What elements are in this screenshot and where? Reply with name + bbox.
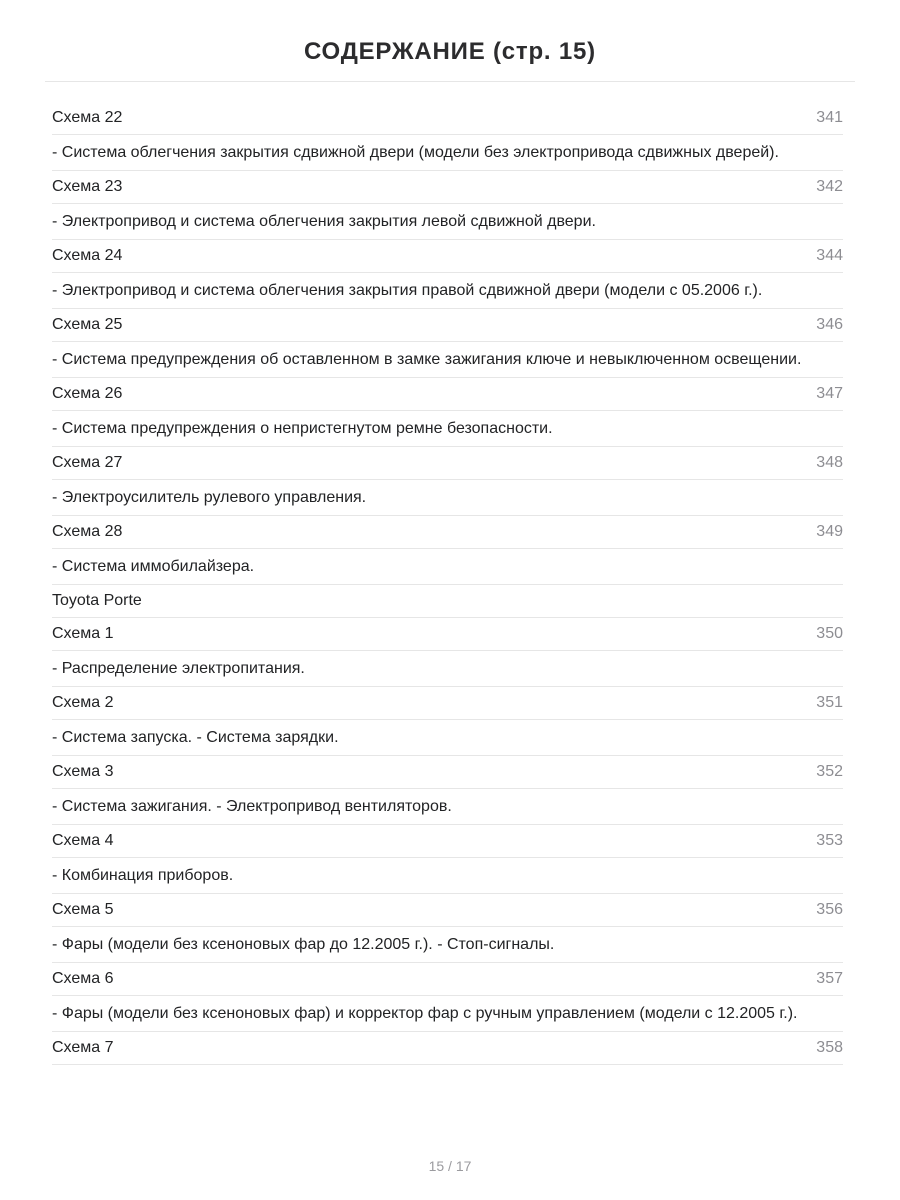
toc-entry-row	[52, 447, 843, 480]
toc-entry-label: Схема 5	[52, 901, 114, 918]
toc-entry-label: Схема 1	[52, 625, 114, 642]
toc-entry-page: 346	[816, 316, 843, 333]
page-title: СОДЕРЖАНИЕ (стр. 15)	[304, 38, 596, 65]
toc-entry-page: 358	[816, 1039, 843, 1056]
toc-entry-page: 357	[816, 970, 843, 987]
toc-entry-description: - Распределение электропитания.	[52, 651, 843, 687]
toc-entry-description: - Система запуска. - Система зарядки.	[52, 720, 843, 756]
toc-entry-description: - Система иммобилайзера.	[52, 549, 843, 585]
toc-entry-label: Схема 27	[52, 454, 123, 471]
toc-entry-page: 351	[816, 694, 843, 711]
toc-entry-description: - Система предупреждения о непристегнутом ремне безопасности.	[52, 411, 843, 447]
title-divider	[45, 81, 855, 82]
toc-entry-label: Toyota Porte	[52, 592, 142, 609]
toc-entry-row	[52, 894, 843, 927]
toc-entry-row	[52, 585, 843, 618]
toc-entry-row	[52, 378, 843, 411]
toc-entry-label: Схема 24	[52, 247, 123, 264]
toc-entry-row	[52, 171, 843, 204]
toc-entry-label: Схема 23	[52, 178, 123, 195]
toc-entry-row	[52, 756, 843, 789]
toc-entry-label: Схема 7	[52, 1039, 114, 1056]
toc-entry-description: - Комбинация приборов.	[52, 858, 843, 894]
toc-entry-label: Схема 4	[52, 832, 114, 849]
toc-entry-page: 350	[816, 625, 843, 642]
toc-entry-description: - Система облегчения закрытия сдвижной двери (модели без электропривода сдвижных дверей).	[52, 135, 843, 171]
toc-entry-label: Схема 22	[52, 109, 123, 126]
toc-entry-label: Схема 2	[52, 694, 114, 711]
toc-entry-page: 352	[816, 763, 843, 780]
toc-entry-page: 356	[816, 901, 843, 918]
toc-entry-description: - Электропривод и система облегчения закрытия левой сдвижной двери.	[52, 204, 843, 240]
toc-entry-label: Схема 26	[52, 385, 123, 402]
toc-entry-label: Схема 25	[52, 316, 123, 333]
toc-entry-label: Схема 28	[52, 523, 123, 540]
toc-entry-description: - Система зажигания. - Электропривод вентиляторов.	[52, 789, 843, 825]
toc-entry-page: 347	[816, 385, 843, 402]
toc-entry-row	[52, 309, 843, 342]
toc-entry-row	[52, 102, 843, 135]
toc-entry-row	[52, 1032, 843, 1065]
toc-entry-page: 353	[816, 832, 843, 849]
toc-entry-description: - Электропривод и система облегчения закрытия правой сдвижной двери (модели с 05.2006 г.).	[52, 273, 843, 309]
toc-entry-row	[52, 963, 843, 996]
toc-entry-description: - Система предупреждения об оставленном в замке зажигания ключе и невыключенном освещении.	[52, 342, 843, 378]
toc-entry-label: Схема 3	[52, 763, 114, 780]
toc-entry-row	[52, 240, 843, 273]
toc-entry-page: 344	[816, 247, 843, 264]
toc-entry-description: - Электроусилитель рулевого управления.	[52, 480, 843, 516]
toc-entry-page: 349	[816, 523, 843, 540]
toc-list	[52, 102, 843, 1065]
toc-entry-description: - Фары (модели без ксеноновых фар) и корректор фар с ручным управлением (модели с 12.2005 г.).	[52, 996, 843, 1032]
toc-entry-label: Схема 6	[52, 970, 114, 987]
toc-entry-row	[52, 516, 843, 549]
toc-entry-row	[52, 618, 843, 651]
toc-entry-page: 348	[816, 454, 843, 471]
page-indicator: 15 / 17	[428, 1158, 472, 1174]
toc-entry-description: - Фары (модели без ксеноновых фар до 12.2005 г.). - Стоп-сигналы.	[52, 927, 843, 963]
toc-entry-page: 341	[816, 109, 843, 126]
toc-entry-row	[52, 687, 843, 720]
toc-entry-page: 342	[816, 178, 843, 195]
toc-entry-row	[52, 825, 843, 858]
